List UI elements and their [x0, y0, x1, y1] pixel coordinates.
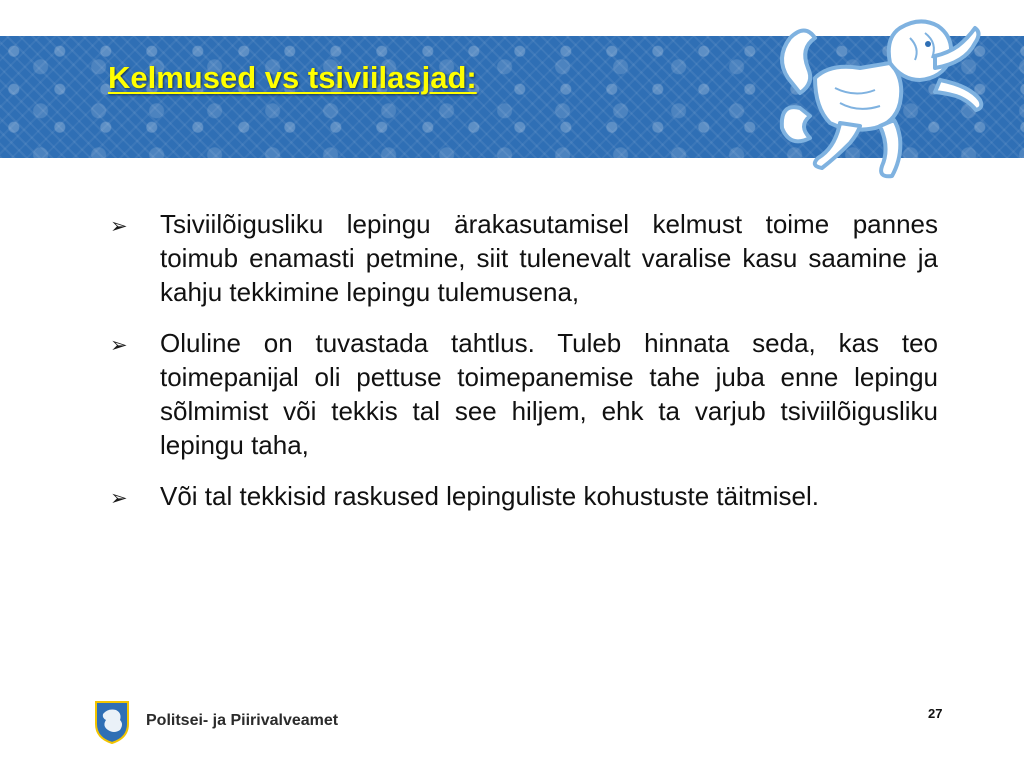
police-shield-icon — [94, 700, 130, 744]
bullet-item — [110, 207, 938, 309]
lion-crest-icon — [770, 8, 990, 192]
bullet-text: Või tal tekkisid raskused lepinguliste kohustuste täitmisel. — [160, 481, 819, 511]
bullet-arrow-icon: ➢ — [110, 214, 128, 238]
bullet-list — [110, 207, 938, 530]
bullet-text: Oluline on tuvastada tahtlus. Tuleb hinnata seda, kas teo toimepanijal oli pettuse toimepanemise tahe juba enne lepingu sõlmimist või tekkis tal see hiljem, ehk ta varjub tsiviilõigusliku lepingu taha, — [160, 328, 938, 460]
bullet-item — [110, 479, 938, 513]
bullet-arrow-icon: ➢ — [110, 486, 128, 510]
bullet-text: Tsiviilõigusliku lepingu ärakasutamisel kelmust toime pannes toimub enamasti petmine, siit tulenevalt varalise kasu saamine ja kahju tekkimine lepingu tulemusena, — [160, 209, 938, 307]
bullet-arrow-icon: ➢ — [110, 333, 128, 357]
footer-organization: Politsei- ja Piirivalveamet — [146, 712, 339, 729]
slide-title: Kelmused vs tsiviilasjad: — [108, 60, 477, 95]
page-number: 27 — [928, 706, 943, 721]
bullet-item — [110, 326, 938, 462]
